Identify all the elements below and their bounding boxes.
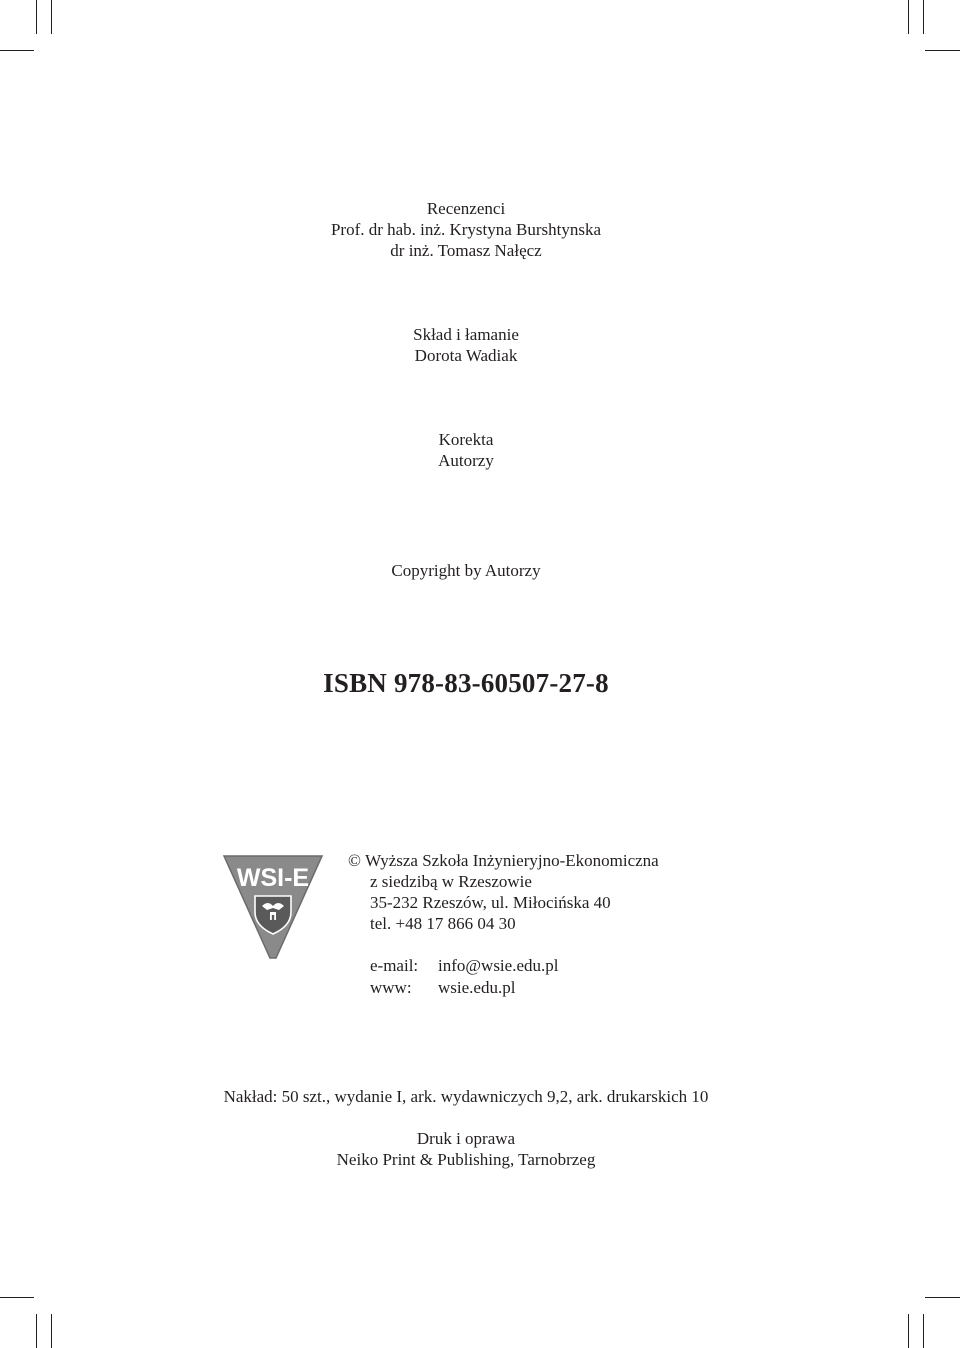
- crop-mark: [908, 0, 909, 34]
- email-label: e-mail:: [370, 956, 419, 975]
- typesetting-name: Dorota Wadiak: [414, 346, 518, 365]
- crop-mark: [36, 1314, 37, 1348]
- printing-section: [0, 1128, 932, 1170]
- reviewers-heading: Recenzenci: [426, 199, 506, 218]
- reviewers-section: [0, 198, 932, 261]
- typesetting-section: [0, 324, 932, 366]
- proofreading-section: [0, 429, 932, 471]
- reviewer-name: Prof. dr hab. inż. Krystyna Burshtynska: [330, 220, 602, 239]
- typesetting-heading: Skład i łamanie: [413, 325, 519, 344]
- proofreading-heading: Korekta: [438, 430, 494, 449]
- contact-block: [370, 955, 558, 999]
- email-row: [370, 955, 558, 977]
- publisher-seat: z siedzibą w Rzeszowie: [370, 872, 532, 891]
- crop-mark: [36, 0, 37, 34]
- crop-mark: [925, 50, 960, 51]
- crop-mark: [923, 0, 924, 34]
- publisher-name: Wyższa Szkoła Inżynieryjno-Ekonomiczna: [365, 851, 659, 870]
- email-value[interactable]: info@wsie.edu.pl: [438, 956, 559, 975]
- crop-mark: [925, 1297, 960, 1298]
- crop-mark: [0, 50, 34, 51]
- isbn: ISBN 978-83-60507-27-8: [323, 668, 609, 698]
- crop-mark: [0, 1297, 34, 1298]
- www-label: www:: [370, 978, 412, 997]
- edition-section: [0, 1086, 932, 1107]
- printing-heading: Druk i oprawa: [416, 1129, 516, 1148]
- publisher-name-line: [348, 850, 659, 871]
- printing-name: Neiko Print & Publishing, Tarnobrzeg: [336, 1150, 596, 1169]
- www-row: [370, 977, 558, 999]
- crop-mark: [51, 0, 52, 34]
- edition-text: Nakład: 50 szt., wydanie I, ark. wydawniczych 9,2, ark. drukarskich 10: [223, 1087, 709, 1106]
- crop-mark: [51, 1314, 52, 1348]
- publisher-block: [348, 850, 659, 934]
- copyright-text: Copyright by Autorzy: [391, 561, 541, 580]
- copyright-symbol: ©: [348, 851, 361, 870]
- logo-text: WSI-E: [236, 864, 310, 892]
- wsie-shield-emblem-icon: [224, 856, 322, 958]
- publisher-phone: tel. +48 17 866 04 30: [370, 914, 516, 933]
- www-value[interactable]: wsie.edu.pl: [438, 978, 516, 997]
- crop-mark: [908, 1314, 909, 1348]
- reviewer-name: dr inż. Tomasz Nałęcz: [390, 241, 542, 260]
- publisher-address: 35-232 Rzeszów, ul. Miłocińska 40: [370, 893, 611, 912]
- crop-mark: [923, 1314, 924, 1348]
- wsie-logo: [222, 852, 324, 960]
- copyright-line: [0, 560, 932, 581]
- proofreading-name: Autorzy: [438, 451, 494, 470]
